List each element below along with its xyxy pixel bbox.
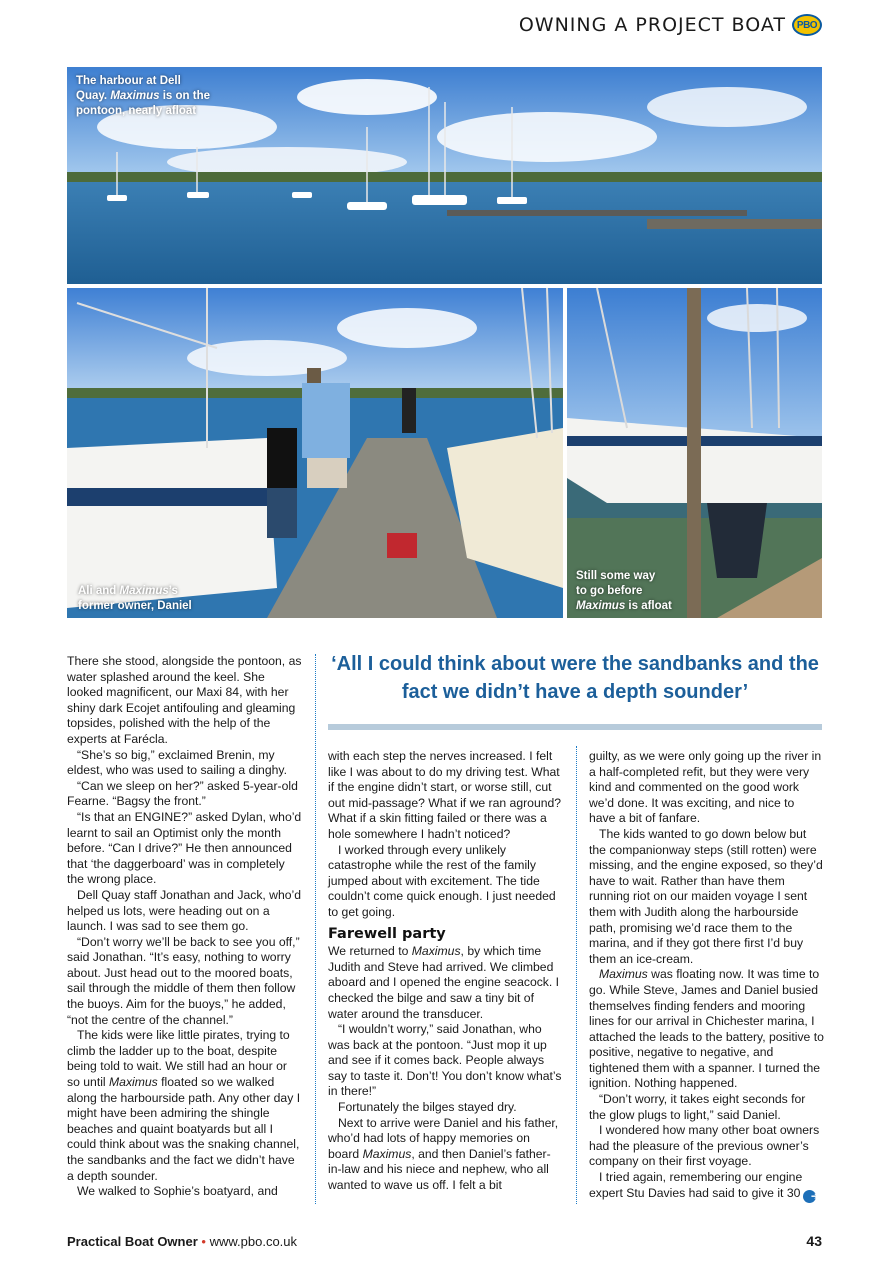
pontoon-caption — [78, 584, 192, 614]
col3-paragraph: guilty, as we were only going up the river in a half-completed refit, but they were very kind and commented on the good work we’d done. It was exciting, and nice to have a bit of fanfare. — [589, 749, 822, 826]
harbour-caption-line3: pontoon, nearly afloat — [76, 105, 197, 117]
column-divider — [315, 654, 316, 1204]
col2-p3-boat: Maximus — [411, 944, 461, 959]
section-title: OWNING A PROJECT BOAT — [518, 14, 786, 36]
col1-paragraph: There she stood, alongside the pontoon, as water splashed around the keel. She looked magnificent, our Maxi 84, with her shiny dark Ecojet antifouling and gleaming topsides, polished with the help of the experts at Farécla. — [67, 654, 302, 746]
col2-p6-boat: Maximus — [362, 1146, 412, 1161]
magazine-name: Practical Boat Owner — [67, 1234, 198, 1249]
col1-p7-boat: Maximus — [109, 1075, 158, 1090]
footer-separator: • — [201, 1234, 206, 1249]
hull-caption-line2: to go before — [576, 585, 643, 597]
col3-p3-b: was floating now. It was time to go. While Steve, James and Daniel busied themselves finding fenders and mooring lines for our arrival in Chichester marina, I attached the leads to the battery, positive to positive, negative to negative, and tightened them with a spanner. I turned the ignition. Nothing happened. — [589, 967, 824, 1091]
article-column-2 — [328, 749, 564, 1194]
col3-paragraph — [589, 967, 824, 1092]
harbour-caption-line1: The harbour at Dell — [76, 75, 181, 87]
col3-paragraph: The kids wanted to go down below but the companionway steps (still rotten) were missing, and the engine exposed, so they’d have to wait. Rather than have them running riot on our maiden voyage I sent them with Judith along the harbourside path, promising we’d race them to the marina, and if they got there first I’d buy them an ice-cream. — [589, 826, 823, 966]
col1-paragraph: “Can we sleep on her?” asked 5-year-old Fearne. “Bagsy the front.” — [67, 778, 298, 809]
col2-p3-b: , by which time Judith and Steve had arrived. We climbed aboard and I opened the engine seacock. I checked the bilge and saw a tiny bit of water around the transducer. — [328, 944, 560, 1021]
column-divider — [576, 746, 577, 1204]
harbour-caption-boat: Maximus — [110, 90, 160, 102]
col2-p3-a: We returned to — [328, 944, 412, 959]
col2-paragraph: “I wouldn’t worry,” said Jonathan, who was back at the pontoon. “Just mop it up and see if it comes back. People always say to taste it. Don’t! You don’t know what’s in there!” — [328, 1022, 562, 1099]
section-header — [519, 14, 822, 36]
hull-caption-boat: Maximus — [576, 600, 626, 612]
hull-caption-line3b: is afloat — [625, 600, 672, 612]
hull-caption — [576, 569, 672, 614]
continue-arrow-icon: ➔ — [803, 1190, 816, 1203]
pbo-logo-icon — [792, 14, 822, 36]
col2-p6-a: Next to arrive were Daniel and his father, who’d had lots of happy memories on board — [328, 1115, 559, 1161]
col2-p6-b: , and then Daniel’s father-in-law and his niece and nephew, who all wanted to wave us off. I felt a bit — [328, 1146, 551, 1193]
col2-paragraph — [328, 944, 564, 1022]
col3-p6: I tried again, remembering our engine expert Stu Davies had said to give it 30 — [589, 1170, 803, 1200]
col2-paragraph: Fortunately the bilges stayed dry. — [338, 1100, 517, 1115]
col3-paragraph: I wondered how many other boat owners had the pleasure of the previous owner’s company on their first voyage. — [589, 1123, 820, 1169]
col2-paragraph — [328, 1116, 564, 1194]
col1-paragraph: “She’s so big,” exclaimed Brenin, my eldest, who was used to sailing a dinghy. — [67, 747, 287, 778]
harbour-caption-line2b: is on the — [159, 90, 211, 102]
col1-paragraph: “Don’t worry we’ll be back to see you off,” said Jonathan. “It’s easy, nothing to worry about. Just head out to the moored boats, sail through the middle of them then follow the buoys. Aim for the buoys,” he added, “not the centre of the channel.” — [67, 934, 300, 1027]
subheading-farewell-party: Farewell party — [328, 925, 446, 942]
pontoon-caption-a: Ali and — [78, 585, 120, 597]
col3-paragraph — [589, 1170, 824, 1203]
col3-paragraph: “Don’t worry, it takes eight seconds for the glow plugs to light,” said Daniel. — [589, 1092, 806, 1122]
page-number: 43 — [806, 1233, 822, 1249]
footer — [67, 1234, 297, 1249]
pull-quote: ‘All I could think about were the sandbanks and the fact we didn’t have a depth sounder’ — [331, 653, 819, 703]
pontoon-caption-b: ’s — [168, 585, 178, 597]
pull-quote-rule — [328, 724, 822, 730]
pontoon-caption-boat: Maximus — [119, 585, 169, 597]
col1-paragraph: We walked to Sophie’s boatyard, and — [77, 1184, 278, 1199]
col2-paragraph: I worked through every unlikely catastrophe while the rest of the family jumped about with excitement. The tide couldn’t come quick enough. I just needed to get going. — [328, 842, 556, 919]
pontoon-caption-line2: former owner, Daniel — [78, 600, 192, 612]
col2-paragraph: with each step the nerves increased. I felt like I was about to do my driving test. What if the engine didn’t start, or worse still, cut out mid-passage? What if we ran aground? What if a skin fitting failed or there was a hole somewhere I hadn’t noticed? — [328, 749, 562, 841]
article-column-3 — [589, 749, 824, 1203]
col1-p7-a: The kids were like little pirates, trying to climb the ladder up to the boat, despite being told to wait. We still had an hour or so until — [67, 1028, 290, 1090]
col1-paragraph: Dell Quay staff Jonathan and Jack, who’d helped us lots, were heading out on a launch. I was sad to see them go. — [67, 887, 302, 934]
col1-paragraph — [67, 1028, 302, 1184]
hull-caption-line1: Still some way — [576, 570, 656, 582]
website-url: www.pbo.co.uk — [209, 1234, 298, 1249]
pbo-logo-text: PBO — [796, 19, 818, 31]
col1-paragraph: “Is that an ENGINE?” asked Dylan, who’d learnt to sail an Optimist only the month before. “Can I drive?” He then announced that ‘the daggerboard’ was in completely the wrong place. — [67, 809, 302, 887]
harbour-caption — [76, 74, 210, 119]
harbour-caption-line2: Quay. — [76, 90, 111, 102]
col1-p7-b: floated so we walked along the harbourside path. Any other day I might have been admiring the shingle beaches and quaint boatyards but all I could think about was the snaking channel, the sandbanks and the fact we didn’t have a depth sounder. — [67, 1075, 301, 1183]
article-column-1 — [67, 654, 302, 1200]
col3-p3-boat: Maximus — [599, 967, 648, 982]
pontoon-photo — [67, 288, 563, 618]
